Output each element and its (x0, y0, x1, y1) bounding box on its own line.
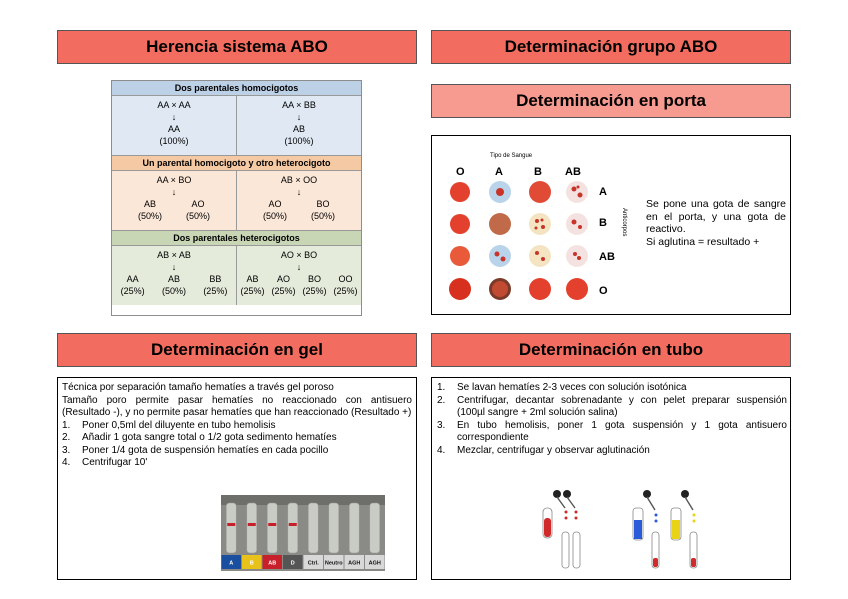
tube-icon (562, 532, 569, 568)
genotype: AA (167, 124, 180, 134)
red-cell-band (248, 523, 256, 526)
percentage: (50%) (161, 286, 186, 296)
percentage: (25%) (271, 286, 296, 296)
tube-icon (573, 532, 580, 568)
cross: AA × BB (282, 100, 316, 110)
percentage: (25%) (302, 286, 327, 296)
drop-clear (489, 213, 511, 235)
gel-card-image (221, 495, 385, 571)
cross: AA × AA (157, 100, 191, 110)
header-tubo: Determinación en tubo (431, 333, 791, 367)
cross-cell (236, 171, 361, 230)
arrow: ↓ (171, 262, 177, 272)
blood-typing-figure (447, 148, 637, 308)
gel-column (308, 503, 318, 553)
percentage: (50%) (310, 211, 335, 221)
drop-agglutinated (566, 213, 588, 235)
percentage: (50%) (262, 211, 287, 221)
list-item: 3. En tubo hemolisis, poner 1 gota suspensión y 1 gota antisuero correspondiente (437, 419, 787, 443)
cross: AA × BO (156, 175, 192, 185)
gel-intro: Técnica por separación tamaño hematíes a través gel poroso (62, 382, 334, 393)
section-title: Un parental homocigoto y otro heterocigoto (112, 156, 361, 171)
red-cell-band (289, 523, 297, 526)
drop-agglutinated (566, 245, 588, 267)
header-herencia: Herencia sistema ABO (57, 30, 417, 64)
card-label: A (229, 560, 234, 567)
arrow: ↓ (171, 187, 177, 197)
header-gel: Determinación en gel (57, 333, 417, 367)
row-label: A (599, 186, 607, 198)
drop-clear (450, 214, 470, 234)
drop-agglutinated (566, 181, 588, 203)
porta-result: Si aglutina = resultado + (646, 235, 760, 248)
arrow: ↓ (296, 187, 302, 197)
side-label: Anticorpos (621, 208, 627, 237)
drop-clear (529, 278, 551, 300)
gel-column (288, 503, 298, 553)
drop-agglutinated (529, 213, 551, 235)
drop-clear (566, 278, 588, 300)
percentage: (100%) (159, 136, 189, 146)
table-row (112, 96, 361, 156)
dropper-icon (643, 490, 651, 498)
list-item: 2. Centrifugar, decantar sobrenadante y con pelet preparar suspensión (100µl sangre + 2ml solución salina) (437, 394, 787, 418)
red-cell-band (268, 523, 276, 526)
card-label: Neutro (324, 560, 343, 567)
list-item: 1. Se lavan hematíes 2-3 veces con solución isotónica (437, 382, 687, 393)
card-label: B (249, 560, 254, 567)
row-label: B (599, 217, 607, 229)
row-label: AB (599, 251, 615, 263)
genotype: AB (143, 199, 156, 209)
list-item: 4. Centrifugar 10' (62, 457, 148, 468)
percentage: (100%) (284, 136, 314, 146)
gel-column (329, 503, 339, 553)
cross-cell (112, 246, 236, 305)
inheritance-table (111, 80, 362, 316)
porta-text: Se pone una gota de sangre en el porta, y una gota de reactivo. (646, 198, 786, 235)
porta-description (646, 198, 786, 248)
genotype: OO (338, 274, 353, 284)
col-label: AB (565, 166, 581, 178)
gel-column (267, 503, 277, 553)
drop-clear (450, 246, 470, 266)
cross-cell (236, 96, 361, 155)
gel-column (370, 503, 380, 553)
cross-cell (112, 171, 236, 230)
figure-title: Tipo de Sangue (490, 153, 533, 159)
cross: AB × AB (157, 250, 191, 260)
drop-agglutinated (489, 245, 511, 267)
drop-agglutinated (529, 245, 551, 267)
list-item: 1. Poner 0,5ml del diluyente en tubo hemolisis (62, 419, 276, 431)
clump (496, 188, 504, 196)
card-label: Ctrl. (307, 560, 319, 567)
tube-test-illustration (535, 488, 705, 572)
cross-cell (236, 246, 361, 305)
drop-clear (529, 181, 551, 203)
cross: AB × OO (280, 175, 318, 185)
genotype: AO (191, 199, 205, 209)
table-row (112, 246, 361, 305)
genotype: AB (292, 124, 305, 134)
card-label: D (290, 560, 295, 567)
drop-clear (449, 278, 471, 300)
card-label: AGH (348, 560, 361, 567)
genotype: BO (307, 274, 321, 284)
cross: AO × BO (280, 250, 318, 260)
gel-column (349, 503, 359, 553)
genotype: AB (167, 274, 180, 284)
dropper-icon (563, 490, 571, 498)
dropper-icon (681, 490, 689, 498)
col-label: B (534, 166, 542, 178)
col-label: A (495, 166, 503, 178)
cross-cell (112, 96, 236, 155)
gel-column (247, 503, 257, 553)
percentage: (50%) (137, 211, 162, 221)
list-item: 4. Mezclar, centrifugar y observar aglutinación (437, 444, 650, 456)
arrow: ↓ (296, 262, 302, 272)
drop-agglutinated (450, 182, 470, 202)
genotype: AO (276, 274, 290, 284)
header-grupo: Determinación grupo ABO (431, 30, 791, 64)
percentage: (50%) (185, 211, 210, 221)
card-label: AB (268, 560, 277, 567)
list-item: 3. Poner 1/4 gota de suspensión hematíes en cada pocillo (62, 444, 329, 456)
genotype: BO (316, 199, 330, 209)
percentage: (25%) (120, 286, 145, 296)
percentage: (25%) (333, 286, 358, 296)
list-item: 2. Añadir 1 gota sangre total o 1/2 gota sedimento hematíes (62, 432, 337, 443)
red-cell-band (227, 523, 235, 526)
genotype: AB (246, 274, 259, 284)
table-row (112, 171, 361, 231)
section-title: Dos parentales heterocigotos (112, 231, 361, 246)
header-porta: Determinación en porta (431, 84, 791, 118)
gel-description (62, 382, 412, 470)
dropper-icon (553, 490, 561, 498)
percentage: (25%) (203, 286, 228, 296)
col-label: O (456, 166, 465, 178)
genotype: AA (126, 274, 139, 284)
tubo-description (437, 382, 787, 457)
genotype: BB (209, 274, 222, 284)
arrow: ↓ (296, 112, 302, 122)
card-label: AGH (368, 560, 381, 567)
row-label: O (599, 285, 608, 297)
gel-desc: Tamaño poro permite pasar hematíes no reaccionado con antisuero (Resultado -), y no permite pasar hematíes que han reaccionado (Resultado +) (62, 394, 412, 418)
percentage: (25%) (240, 286, 265, 296)
genotype: AO (268, 199, 282, 209)
arrow: ↓ (171, 112, 177, 122)
gel-column (226, 503, 236, 553)
section-title: Dos parentales homocigotos (112, 81, 361, 96)
